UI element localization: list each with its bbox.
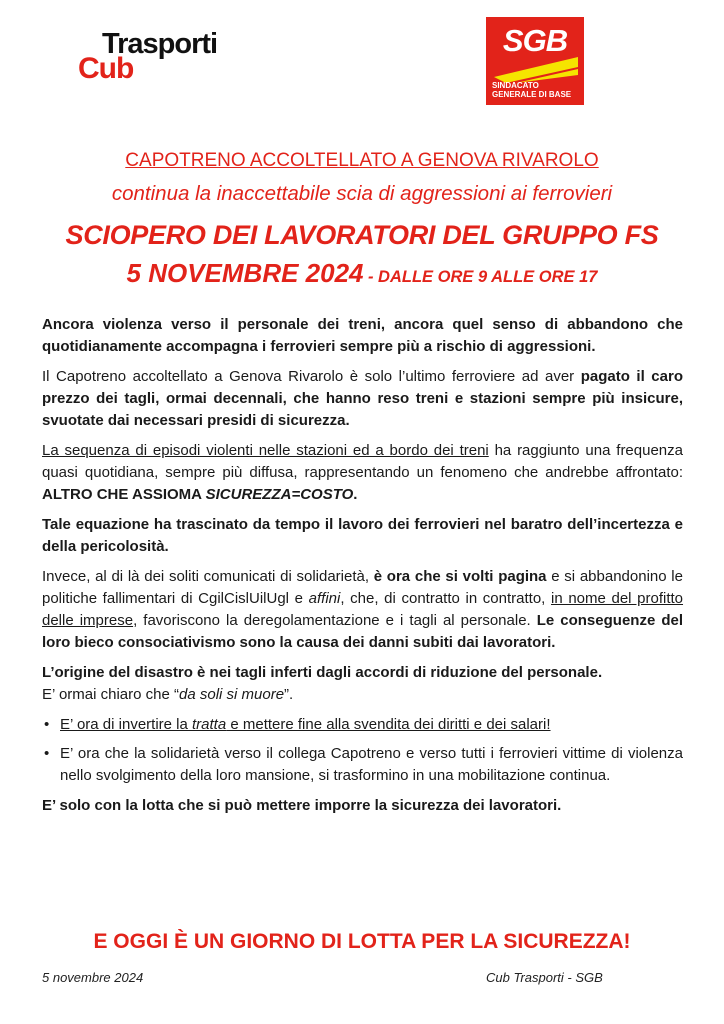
paragraph-solidarity-text-3: , che, di contratto in contratto, <box>340 590 551 607</box>
flyer-body <box>42 314 683 825</box>
paragraph-origin-close: ”. <box>284 686 294 703</box>
bullet-list <box>42 714 683 787</box>
final-call: E OGGI È UN GIORNO DI LOTTA PER LA SICUREZZA! <box>93 930 631 953</box>
logo-word-trasporti: Trasporti <box>102 28 218 60</box>
paragraph-solidarity-italic: affini <box>308 590 341 607</box>
paragraph-sequence-period: . <box>353 486 358 503</box>
paragraph-solidarity-bold-2: Le conseguenze del loro bieco consociativismo sono la causa dei danni subiti dai lavoratori. <box>42 612 683 651</box>
paragraph-sequence <box>42 440 683 506</box>
paragraph-solidarity-bold-1: è ora che si volti pagina <box>373 568 547 585</box>
paragraph-solidarity-text-2: e si abbandonino le politiche fallimentari di CgilCislUilUgl e <box>42 568 683 607</box>
paragraph-origin-bold: L’origine del disastro è nei tagli inferti dagli accordi di riduzione del personale. <box>42 664 603 681</box>
sgb-logo-word: SGB <box>502 23 568 58</box>
bullet-icon: • <box>44 716 50 733</box>
paragraph-solidarity-underline: in nome del profitto delle imprese <box>42 590 684 629</box>
footer-signature: Cub Trasporti - SGB <box>486 970 603 985</box>
sgb-logo-line1: SINDACATO <box>492 81 539 90</box>
paragraph-origin-quote: da soli si muore <box>179 686 285 703</box>
list-item <box>42 743 683 787</box>
bullet-1-text-a: E’ ora di invertire la <box>60 716 192 733</box>
cub-trasporti-logo <box>78 28 248 86</box>
headline-strike: SCIOPERO DEI LAVORATORI DEL GRUPPO FS <box>65 220 659 250</box>
strike-date: 5 NOVEMBRE 2024 <box>126 258 364 288</box>
strike-hours: - DALLE ORE 9 ALLE ORE 17 <box>367 268 598 286</box>
sgb-logo-line2: GENERALE DI BASE <box>492 90 572 99</box>
paragraph-origin <box>42 662 683 706</box>
headline-subtitle: continua la inaccettabile scia di aggressioni ai ferrovieri <box>111 182 613 205</box>
paragraph-equation: Tale equazione ha trascinato da tempo il lavoro dei ferrovieri nel baratro dell’incertezza e della pericolosità. <box>42 516 683 555</box>
paragraph-capotreno-text: Il Capotreno accoltellato a Genova Rivarolo è solo l’ultimo ferroviere ad aver <box>42 368 581 385</box>
paragraph-sequence-underline: La sequenza di episodi violenti nelle stazioni ed a bordo dei treni <box>42 442 489 459</box>
paragraph-sequence-bold: ALTRO CHE ASSIOMA <box>42 486 206 503</box>
paragraph-capotreno-bold: pagato il caro prezzo dei tagli, ormai decennali, che hanno reso treni e stazioni sempre più insicure, svuotate dai necessari presidi di sicurezza. <box>42 368 683 429</box>
sgb-logo-subtitle <box>492 81 580 99</box>
bullet-1-text-b: e mettere fine alla svendita dei diritti e dei salari! <box>226 716 551 733</box>
paragraph-solidarity <box>42 566 683 654</box>
list-item <box>42 714 683 736</box>
headline-date <box>0 258 724 289</box>
paragraph-solidarity-text-1: Invece, al di là dei soliti comunicati di solidarietà, <box>42 568 374 585</box>
paragraph-solidarity-text-4: , favoriscono la deregolamentazione e i tagli al personale. <box>133 612 537 629</box>
bullet-icon: • <box>44 745 50 762</box>
bullet-1-italic: tratta <box>192 716 227 733</box>
paragraph-sequence-text: ha raggiunto una frequenza quasi quotidiana, sempre più diffusa, rappresentando un fenomeno che andrebbe affrontato: <box>42 442 683 481</box>
bullet-2-text: E’ ora che la solidarietà verso il collega Capotreno e verso tutti i ferrovieri vittime di violenza nello svolgimento della loro mansione, si trasformino in una mobilitazione continua. <box>60 745 683 784</box>
paragraph-intro: Ancora violenza verso il personale dei treni, ancora quel senso di abbandono che quotidianamente accompagna i ferrovieri sempre più a rischio di aggressioni. <box>42 316 683 355</box>
logo-word-cub: Cub <box>78 52 134 85</box>
headline-event: CAPOTRENO ACCOLTELLATO A GENOVA RIVAROLO <box>125 150 599 171</box>
paragraph-origin-text: E’ ormai chiaro che “ <box>42 686 179 703</box>
paragraph-capotreno <box>42 366 683 432</box>
sgb-logo <box>486 17 584 105</box>
footer-date: 5 novembre 2024 <box>42 970 144 985</box>
paragraph-sequence-bold-italic: SICUREZZA=COSTO <box>205 486 354 503</box>
paragraph-closing: E’ solo con la lotta che si può mettere imporre la sicurezza dei lavoratori. <box>42 797 562 814</box>
